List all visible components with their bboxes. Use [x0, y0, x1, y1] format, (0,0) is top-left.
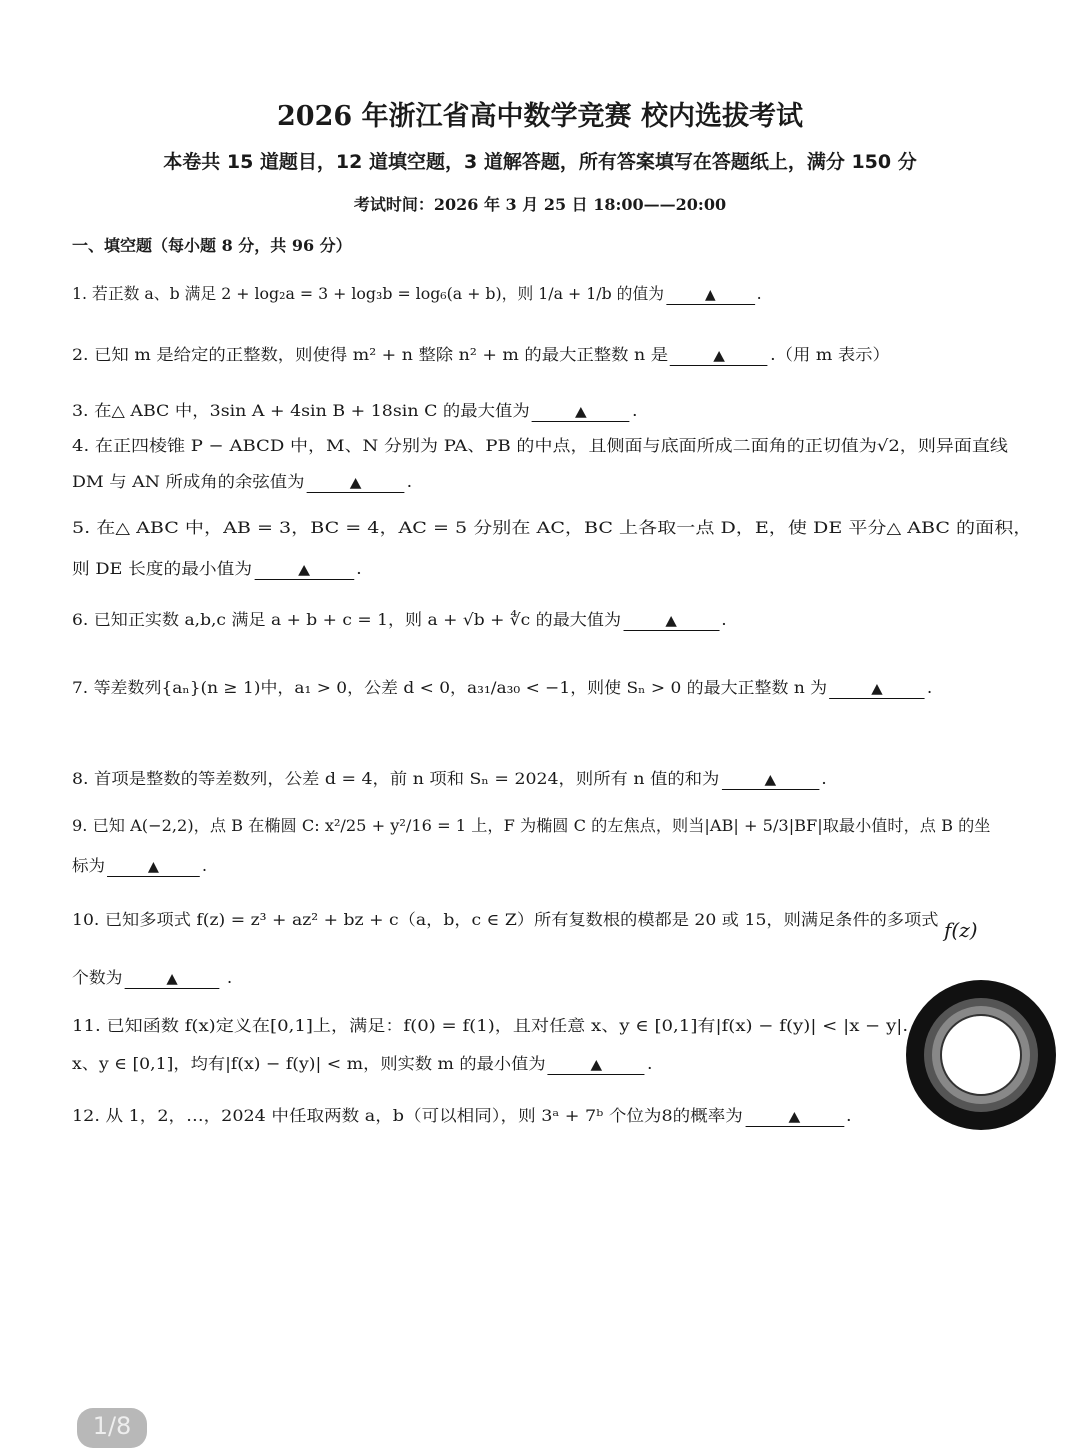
question-suffix: .: [721, 610, 727, 629]
answer-blank[interactable]: ▲: [107, 858, 200, 877]
question-text: 10. 已知多项式 f(z) = z³ + az² + bz + c（a，b，c ∈ Z）所有复数根的模都是 20 或 15，则满足条件的多项式: [72, 910, 939, 929]
question-text: 2. 已知 m 是给定的正整数，则使得 m² + n 整除 n² + m 的最大正整数 n 是: [72, 345, 669, 364]
question-line: [72, 609, 727, 631]
question-text: 11. 已知函数 f(x)定义在[0,1]上，满足：f(0) = f(1)，且对任意 x、y ∈ [0,1]有|f(x) − f(y)| < |x − y|.: [72, 1016, 909, 1035]
question-line: [72, 344, 890, 366]
question-line: [72, 471, 412, 493]
ring-center: [940, 1014, 1022, 1096]
question-text: 3. 在△ ABC 中，3sin A + 4sin B + 18sin C 的最大值为: [72, 401, 530, 420]
question-line: [72, 435, 1008, 457]
question-line: [72, 677, 932, 699]
question-text: 8. 首项是整数的等差数列，公差 d = 4，前 n 项和 Sₙ = 2024，则所有 n 值的和为: [72, 769, 720, 788]
question-text: 7. 等差数列{aₙ}(n ≥ 1)中，a₁ > 0，公差 d < 0，a₃₁/a₃₀ < −1，则使 Sₙ > 0 的最大正整数 n 为: [72, 678, 828, 697]
question-line: [72, 768, 827, 790]
question-line: [72, 855, 207, 877]
question-line: [72, 400, 637, 422]
question-10-tail: f(z): [944, 918, 978, 942]
question-suffix: .: [221, 968, 233, 987]
question-text: DM 与 AN 所成角的余弦值为: [72, 472, 305, 491]
question-line: [72, 967, 232, 989]
question-text: x、y ∈ [0,1]，均有|f(x) − f(y)| < m，则实数 m 的最小值为: [72, 1054, 546, 1073]
answer-blank[interactable]: ▲: [548, 1056, 645, 1075]
floating-ring-button[interactable]: [906, 980, 1056, 1130]
exam-time: 考试时间：2026 年 3 月 25 日 18:00——20:00: [353, 195, 727, 214]
answer-blank[interactable]: ▲: [829, 680, 924, 699]
answer-blank[interactable]: ▲: [254, 561, 354, 580]
question-line: [72, 558, 362, 580]
question-text: 个数为: [72, 968, 123, 987]
exam-subtitle: 本卷共 15 道题目，12 道填空题，3 道解答题，所有答案填写在答题纸上，满分 150 分: [163, 151, 917, 173]
question-text: 12. 从 1，2，…，2024 中任取两数 a，b（可以相同），则 3ᵃ + 7ᵇ 个位为8的概率为: [72, 1106, 743, 1125]
question-suffix: .: [356, 559, 362, 578]
answer-blank[interactable]: ▲: [722, 771, 819, 790]
question-line: [72, 1015, 908, 1037]
question-text: 4. 在正四棱锥 P − ABCD 中，M、N 分别为 PA、PB 的中点，且侧面与底面所成二面角的正切值为√2，则异面直线: [72, 436, 1008, 455]
question-suffix: .: [406, 472, 413, 491]
question-line: [72, 517, 1032, 539]
question-line: [72, 1105, 852, 1127]
answer-blank[interactable]: ▲: [745, 1108, 844, 1127]
question-suffix: .: [821, 769, 827, 788]
answer-blank[interactable]: ▲: [125, 970, 220, 989]
question-suffix: .: [845, 1106, 852, 1125]
question-suffix: .: [201, 856, 208, 875]
exam-title: 2026 年浙江省高中数学竞赛 校内选拔考试: [277, 101, 803, 132]
question-text: 9. 已知 A(−2,2)，点 B 在椭圆 C: x²/25 + y²/16 = 1 上，F 为椭圆 C 的左焦点，则当|AB| + 5/3|BF|取最小值时，点 B 的坐: [72, 816, 991, 835]
question-text: 1. 若正数 a、b 满足 2 + log₂a = 3 + log₃b = log₆(a + b)，则 1/a + 1/b 的值为: [72, 284, 665, 303]
question-text: 5. 在△ ABC 中，AB = 3，BC = 4，AC = 5 分别在 AC，BC 上各取一点 D，E，使 DE 平分△ ABC 的面积，: [72, 518, 1033, 537]
question-text: 标为: [72, 856, 105, 875]
question-line: [72, 909, 939, 931]
answer-blank[interactable]: ▲: [666, 286, 755, 305]
answer-blank[interactable]: ▲: [307, 474, 405, 493]
question-suffix: .: [926, 678, 933, 697]
question-suffix: .（用 m 表示）: [770, 345, 890, 364]
question-text: 6. 已知正实数 a,b,c 满足 a + b + c = 1，则 a + √b + ∜c 的最大值为: [72, 610, 622, 629]
answer-blank[interactable]: ▲: [532, 403, 630, 422]
question-line: [72, 815, 990, 837]
question-suffix: .: [756, 284, 762, 303]
answer-blank[interactable]: ▲: [670, 347, 768, 366]
question-suffix: .: [646, 1054, 653, 1073]
page-indicator: 1/8: [77, 1408, 147, 1448]
question-text: 则 DE 长度的最小值为: [72, 559, 253, 578]
question-line: [72, 283, 762, 305]
question-line: [72, 1053, 652, 1075]
section-title: 一、填空题（每小题 8 分，共 96 分）: [72, 236, 352, 255]
question-suffix: .: [631, 401, 638, 420]
answer-blank[interactable]: ▲: [623, 612, 719, 631]
